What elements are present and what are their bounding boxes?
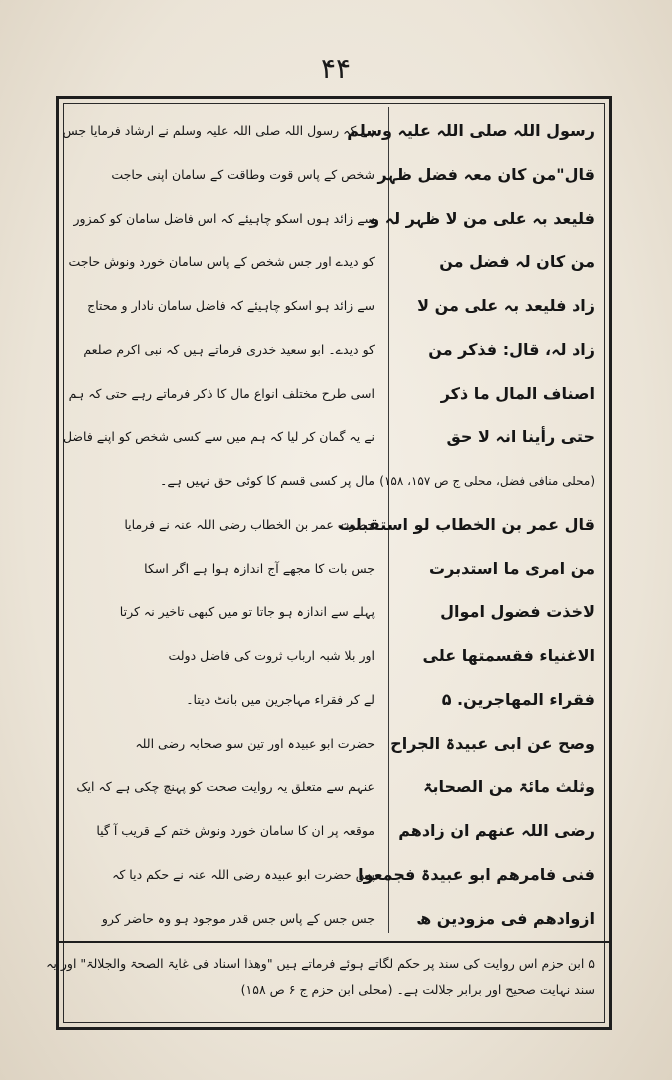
arabic-line: لاخذت فضول اموال <box>440 602 595 622</box>
urdu-line: حضرت ابو عبیدہ اور تین سو صحابہ رضی اللہ <box>135 735 375 751</box>
footnote-line: ۵ ابن حزم اس روایت کی سند پر حکم لگاتے ہوئے فرماتے ہیں "وھذا اسناد فی غایۃ الصحۃ والجلالۃ" اور یہ <box>46 956 595 971</box>
urdu-line: ہے کہ رسول اللہ صلی اللہ علیہ وسلم نے ارشاد فرمایا جس <box>62 123 375 138</box>
urdu-line: جس جس کے پاس جس قدر موجود ہو وہ حاضر کرو <box>101 910 375 926</box>
urdu-line: حضرت عمر بن الخطاب رضی اللہ عنہ نے فرمایا <box>124 516 375 532</box>
footnote-line: سند نہایت صحیح اور برابر جلالت ہے۔ (محلی ابن حزم ج ۶ ص ۱۵۸) <box>240 982 595 997</box>
arabic-line: رضی اللہ عنھم ان زادھم <box>398 821 595 841</box>
arabic-line: رسول اللہ صلی اللہ علیہ وسلم <box>347 121 595 140</box>
arabic-line: ازوادھم فی مزودین ھ <box>416 908 595 928</box>
urdu-line: شخص کے پاس قوت وطاقت کے سامان اپنی حاجت <box>111 166 375 182</box>
urdu-line: مال پر کسی قسم کا کوئی حق نہیں ہے۔ <box>160 473 375 489</box>
urdu-line: سے زائد ہو اسکو چاہیئے کہ فاضل سامان نادار و محتاج <box>87 298 375 314</box>
arabic-line: وصح عن ابی عبیدۃ الجراح <box>390 733 595 753</box>
urdu-line: پس حضرت ابو عبیدہ رضی اللہ عنہ نے حکم دیا کہ <box>112 867 375 883</box>
urdu-line: اور بلا شبہ ارباب ثروت کی فاضل دولت <box>168 648 375 664</box>
urdu-line: سے زائد ہوں اسکو چاہیئے کہ اس فاضل سامان کو کمزور <box>73 210 375 226</box>
urdu-translation-column <box>62 115 375 935</box>
arabic-line-citation: (محلی منافی فضل، محلی ج ص ۱۵۷، ۱۵۸) <box>379 474 595 489</box>
arabic-line: حتی رأینا انہ لا حق <box>446 427 595 447</box>
urdu-line: موقعہ پر ان کا سامان خورد ونوش ختم کے قریب آ گیا <box>96 823 375 839</box>
arabic-text-column <box>338 115 595 935</box>
urdu-line: پہلے سے اندازہ ہو جاتا تو میں کبھی تاخیر نہ کرتا <box>119 604 375 620</box>
urdu-line: کو دیدے اور جس شخص کے پاس سامان خورد ونوش حاجت <box>68 254 375 270</box>
arabic-line: من کان لہ فضل من <box>439 252 595 272</box>
arabic-line: من امری ما استدبرت <box>429 558 595 578</box>
arabic-line: قال"من کان معہ فضل ظہر <box>377 164 595 184</box>
page-frame <box>46 96 612 1030</box>
arabic-line: فلیعد بہ علی من لا ظہر لہ و <box>369 208 595 228</box>
arabic-line: الاغنیاء فقسمتھا علی <box>422 646 595 666</box>
urdu-line: نے یہ گمان کر لیا کہ ہم میں سے کسی شخص کو اپنے فاضل <box>62 429 375 445</box>
footnotes-section <box>46 941 609 1027</box>
urdu-line: اسی طرح مختلف انواع مال کا ذکر فرماتے رہے حتی کہ ہم <box>68 385 375 401</box>
arabic-line: زاد لہ، قال: فذکر من <box>428 339 595 359</box>
arabic-line: فقراء المھاجرین. ۵ <box>441 689 595 709</box>
urdu-line: عنہم سے متعلق یہ روایت صحت کو پہنچ چکی ہے کہ ایک <box>76 779 375 795</box>
arabic-line: فنی فامرھم ابو عبیدۃ فجمعوا <box>358 865 595 885</box>
arabic-line: زاد فلیعد بہ علی من لا <box>417 296 595 316</box>
arabic-line: وثلث مائۃ من الصحابۃ <box>423 777 595 797</box>
urdu-line: کو دیدے۔ ابو سعید خدری فرماتے ہیں کہ نبی اکرم صلعم <box>83 341 375 357</box>
urdu-line: لے کر فقراء مہاجرین میں بانٹ دیتا۔ <box>186 691 375 707</box>
page-number: ۴۴ <box>320 52 352 85</box>
arabic-line: قال عمر بن الخطاب لو استقبلت <box>338 514 595 534</box>
arabic-line: اصناف المال ما ذکر <box>440 383 595 403</box>
urdu-line: جس بات کا مجھے آج اندازہ ہوا ہے اگر اسکا <box>144 560 375 576</box>
